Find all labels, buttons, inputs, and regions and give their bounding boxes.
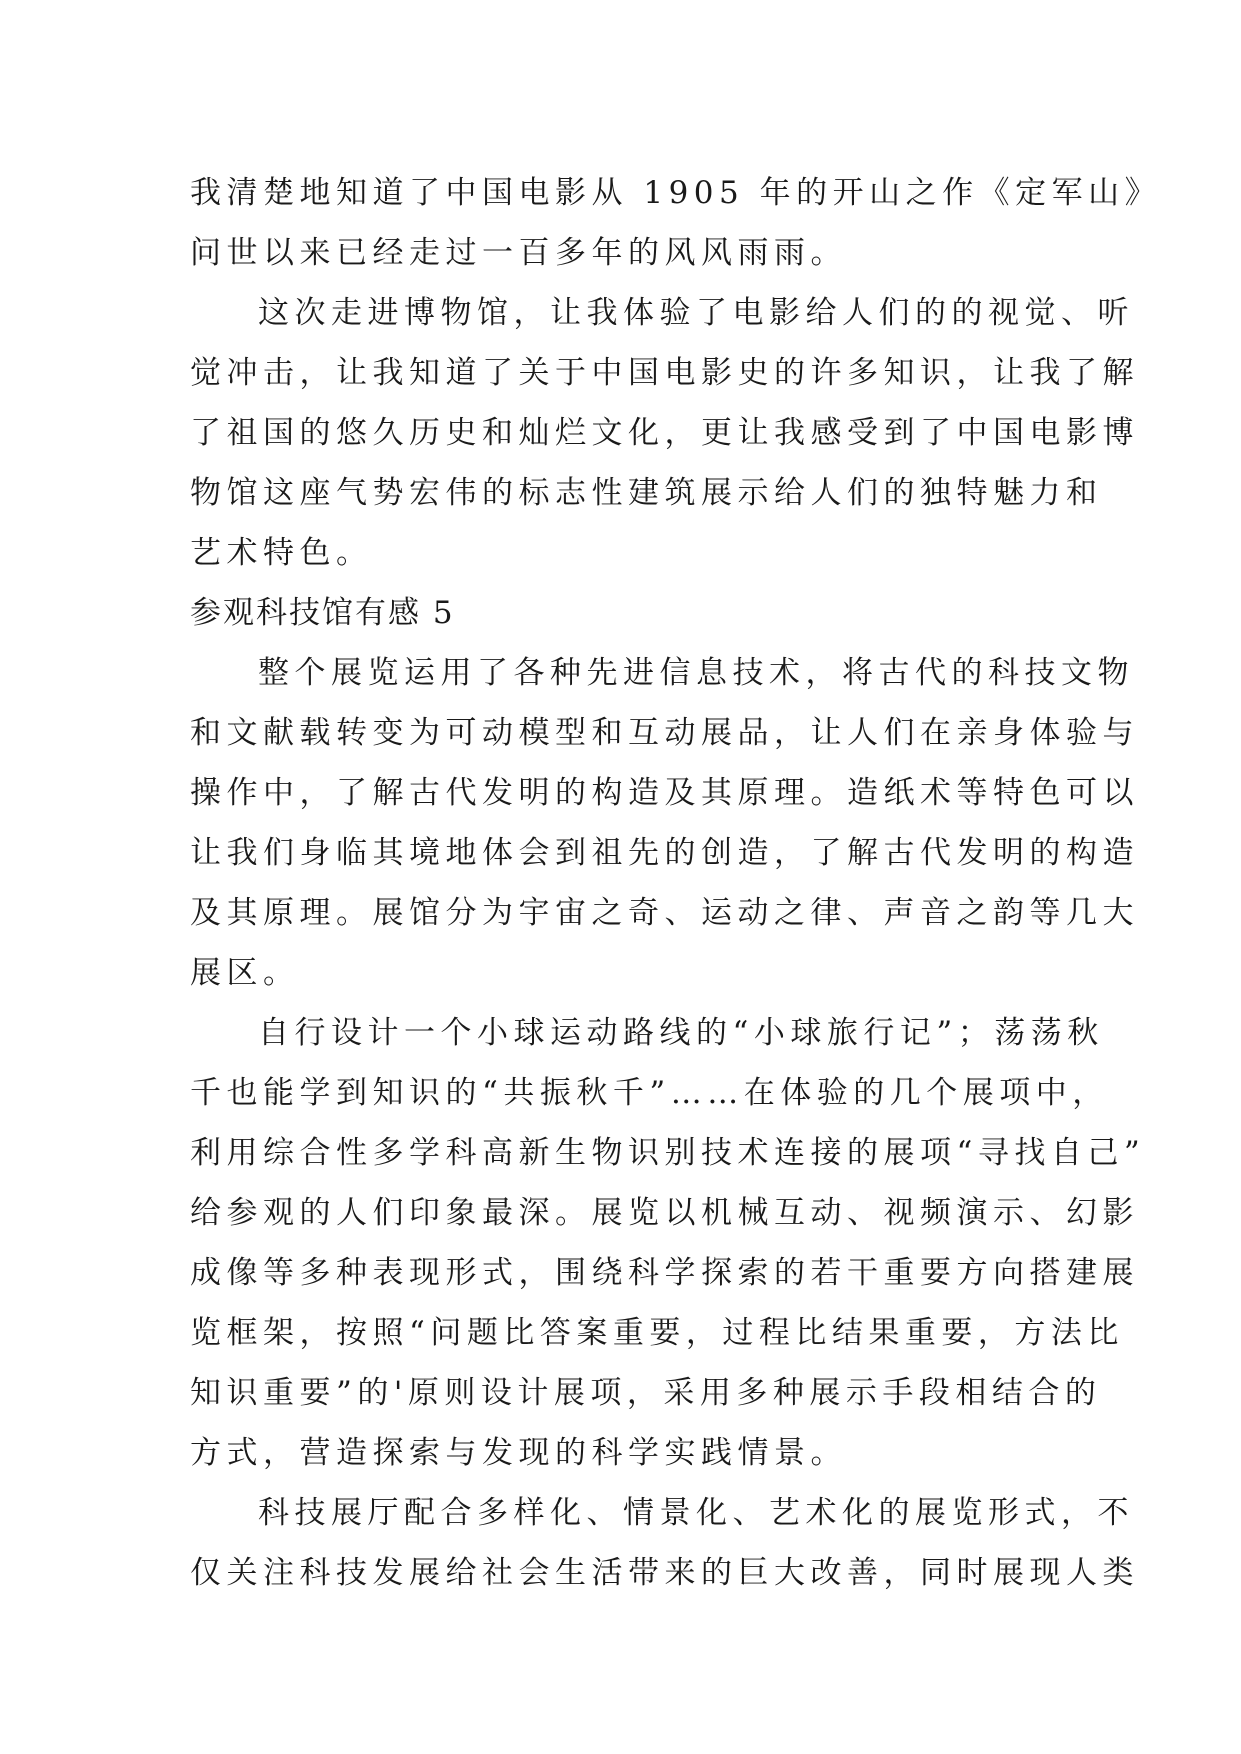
text-line: 让我们身临其境地体会到祖先的创造，了解古代发明的构造 — [190, 835, 1139, 871]
text-line: 操作中，了解古代发明的构造及其原理。造纸术等特色可以 — [190, 775, 1139, 811]
text-line: 了祖国的悠久历史和灿烂文化，更让我感受到了中国电影博 — [190, 415, 1139, 451]
text-line: 知识重要”的'原则设计展项，采用多种展示手段相结合的 — [190, 1375, 1102, 1411]
text-line: 艺术特色。 — [190, 535, 373, 571]
text-line: 方式，营造探索与发现的科学实践情景。 — [190, 1435, 847, 1471]
text-line: 览框架，按照“问题比答案重要，过程比结果重要，方法比 — [190, 1315, 1124, 1351]
text-line: 我清楚地知道了中国电影从 1905 年的开山之作《定军山》 — [190, 175, 1162, 211]
paragraph-first-line: 自行设计一个小球运动路线的“小球旅行记”；荡荡秋 — [258, 1015, 1104, 1051]
text-line: 及其原理。展馆分为宇宙之奇、运动之律、声音之韵等几大 — [190, 895, 1139, 931]
text-line: 物馆这座气势宏伟的标志性建筑展示给人们的独特魅力和 — [190, 475, 1103, 511]
text-line: 千也能学到知识的“共振秋千”……在体验的几个展项中， — [190, 1075, 1109, 1111]
text-line: 问世以来已经走过一百多年的风风雨雨。 — [190, 235, 847, 271]
paragraph-first-line: 这次走进博物馆，让我体验了电影给人们的的视觉、听 — [258, 295, 1134, 331]
text-line: 和文献载转变为可动模型和互动展品，让人们在亲身体验与 — [190, 715, 1139, 751]
text-line: 成像等多种表现形式，围绕科学探索的若干重要方向搭建展 — [190, 1255, 1139, 1291]
text-line: 仅关注科技发展给社会生活带来的巨大改善，同时展现人类 — [190, 1555, 1139, 1591]
paragraph-first-line: 整个展览运用了各种先进信息技术，将古代的科技文物 — [258, 655, 1134, 691]
text-line: 展区。 — [190, 955, 300, 991]
text-line: 觉冲击，让我知道了关于中国电影史的许多知识，让我了解 — [190, 355, 1139, 391]
section-heading: 参观科技馆有感 5 — [190, 595, 455, 631]
paragraph-first-line: 科技展厅配合多样化、情景化、艺术化的展览形式，不 — [258, 1495, 1134, 1531]
text-line: 给参观的人们印象最深。展览以机械互动、视频演示、幻影 — [190, 1195, 1139, 1231]
text-line: 利用综合性多学科高新生物识别技术连接的展项“寻找自己” — [190, 1135, 1146, 1171]
